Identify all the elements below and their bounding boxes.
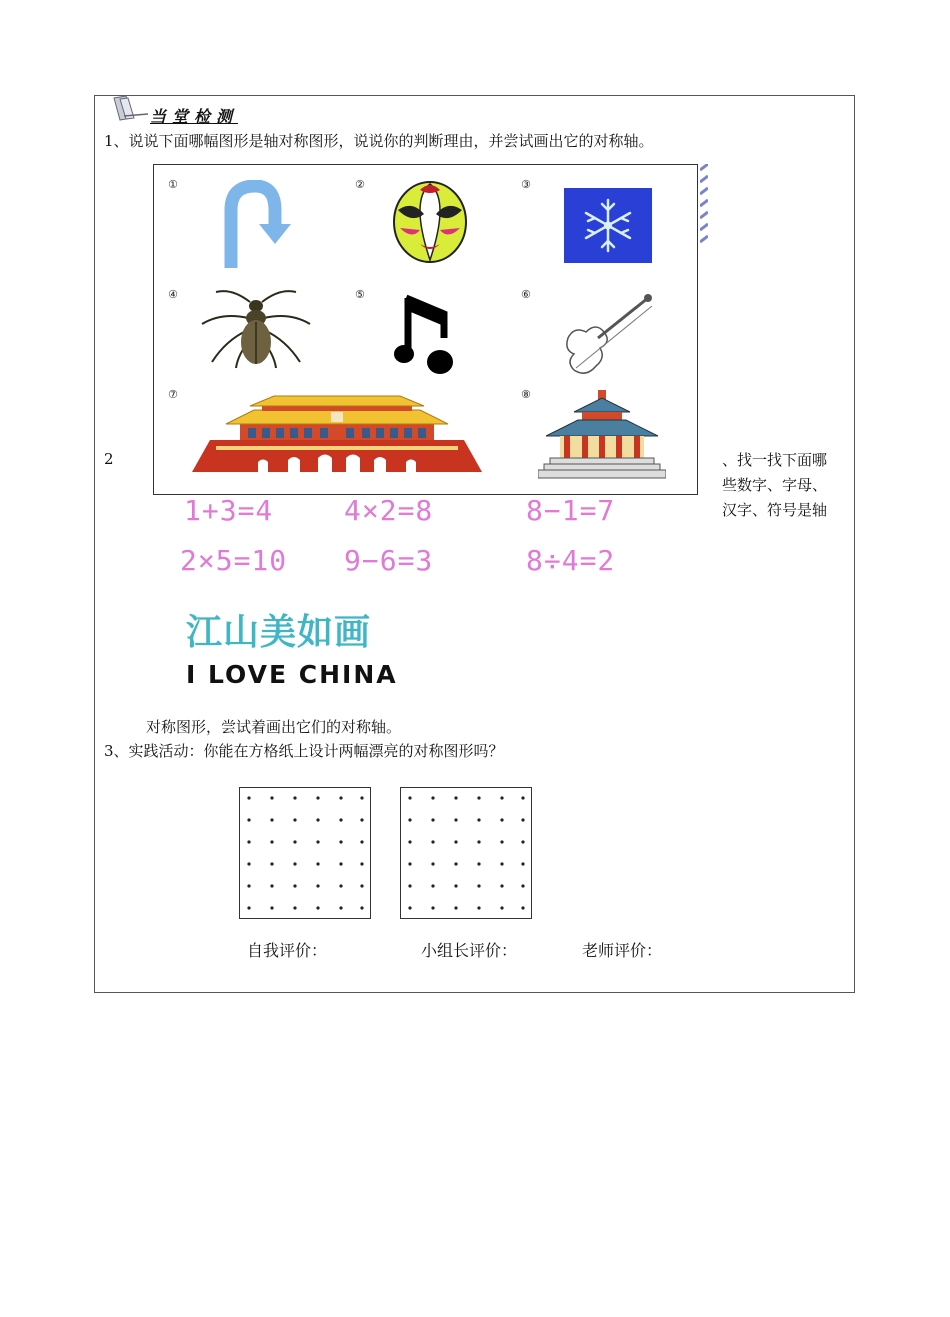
question-1-text: 1、说说下面哪幅图形是轴对称图形，说说你的判断理由，并尝试画出它的对称轴。 bbox=[104, 132, 654, 150]
figure-number-8: ⑧ bbox=[521, 388, 531, 401]
question-2-side-text bbox=[722, 448, 850, 523]
question-2-tail: 对称图形，尝试着画出它们的对称轴。 bbox=[146, 718, 402, 736]
dot-grid-right[interactable] bbox=[400, 787, 532, 919]
temple-icon bbox=[538, 390, 666, 486]
figure-number-6: ⑥ bbox=[521, 288, 531, 301]
question-2-side-line-2: 些数字、字母、 bbox=[722, 476, 828, 494]
figure-number-1: ① bbox=[168, 178, 178, 191]
question-3-text: 3、实践活动：你能在方格纸上设计两幅漂亮的对称图形吗？ bbox=[104, 742, 504, 760]
panel-stripe-decoration bbox=[700, 164, 708, 246]
dot-grid-left[interactable] bbox=[239, 787, 371, 919]
self-evaluation-label: 自我评价： bbox=[247, 941, 328, 960]
figure-number-3: ③ bbox=[521, 178, 531, 191]
figure-number-2: ② bbox=[355, 178, 365, 191]
chinese-phrase: 江山美如画 bbox=[186, 612, 372, 653]
snowflake-icon bbox=[564, 188, 652, 263]
opera-mask-icon bbox=[390, 180, 470, 264]
equation-4: 2×5=10 bbox=[180, 544, 288, 577]
question-2-side-line-3: 汉字、符号是轴 bbox=[722, 501, 828, 519]
beetle-icon bbox=[192, 284, 320, 370]
equation-5: 9−6=3 bbox=[344, 544, 434, 577]
question-2-number: 2 bbox=[104, 450, 114, 468]
figure-number-5: ⑤ bbox=[355, 288, 365, 301]
teacher-evaluation-label: 老师评价： bbox=[582, 941, 663, 960]
book-icon bbox=[110, 94, 150, 122]
violin-icon bbox=[556, 292, 656, 376]
equation-2: 4×2=8 bbox=[344, 494, 434, 527]
music-note-icon bbox=[394, 292, 458, 378]
equation-3: 8−1=7 bbox=[526, 494, 616, 527]
dot-grid-left-dots bbox=[240, 788, 370, 918]
figure-number-4: ④ bbox=[168, 288, 178, 301]
group-leader-evaluation-label: 小组长评价： bbox=[421, 941, 518, 960]
equation-6: 8÷4=2 bbox=[526, 544, 616, 577]
question-2-side-line-1: 、找一找下面哪 bbox=[722, 451, 828, 469]
english-phrase: I LOVE CHINA bbox=[186, 660, 398, 689]
dot-grid-right-dots bbox=[401, 788, 531, 918]
equation-1: 1+3=4 bbox=[184, 494, 274, 527]
figure-number-7: ⑦ bbox=[168, 388, 178, 401]
u-turn-arrow-icon bbox=[215, 180, 295, 272]
section-title: 当堂检测 bbox=[150, 107, 239, 126]
tiananmen-gate-icon bbox=[188, 394, 486, 476]
